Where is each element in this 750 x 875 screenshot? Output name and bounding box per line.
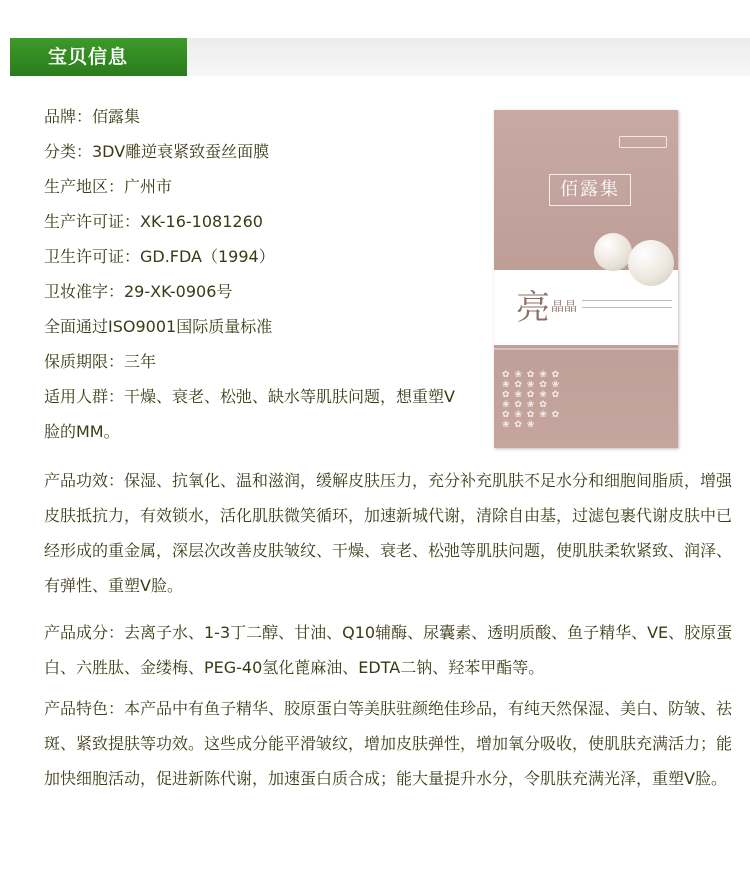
spec-target-users: 适用人群：干燥、衰老、松弛、缺水等肌肤问题，想重塑V — [44, 387, 455, 406]
spec-shelf-life: 保质期限：三年 — [44, 352, 157, 371]
spec-brand: 品牌：佰露集 — [44, 107, 141, 126]
spec-region: 生产地区：广州市 — [44, 177, 173, 196]
box-logo-text: 佰露集 — [560, 179, 620, 200]
box-brand-large: 亮 — [516, 288, 550, 328]
pearl-icon — [594, 233, 632, 271]
pearl-icon — [628, 240, 674, 286]
features-paragraph: 产品特色：本产品中有鱼子精华、胶原蛋白等美肤驻颜绝佳珍品，有纯天然保湿、美白、防皱、祛斑、紧致提肤等功效。这些成分能平滑皱纹，增加皮肤弹性，增加氧分吸收，使肌肤充满活力；能加快细胞活动，促进新陈代谢，加速蛋白质合成；能大量提升水分，令肌肤充满光泽，重塑V脸。 — [44, 699, 733, 788]
spec-target-users-cont: 脸的MM。 — [44, 422, 120, 441]
box-logo — [549, 174, 631, 206]
flower-pattern-icon: ✿ ❀ ✿ ❀ ✿ ❀ ✿ ❀ ✿ ❀ ✿ ❀ ✿ ❀ ✿ ❀ ✿ ❀ ✿ ✿ ❀ ✿ ❀ ✿ ❀ ✿ ❀ — [502, 370, 561, 430]
spec-iso: 全面通过ISO9001国际质量标准 — [44, 317, 273, 336]
spec-cosmetic-approval: 卫妆准字：29-XK-0906号 — [44, 282, 233, 301]
spec-production-license: 生产许可证：XK-16-1081260 — [44, 212, 263, 231]
product-box-image — [494, 110, 678, 448]
box-subtitle-line — [582, 300, 672, 308]
box-divider — [494, 348, 678, 360]
box-tag — [619, 136, 667, 148]
section-title: 宝贝信息 — [48, 46, 129, 68]
spec-hygiene-license: 卫生许可证：GD.FDA（1994） — [44, 247, 275, 266]
efficacy-paragraph: 产品功效：保湿、抗氧化、温和滋润，缓解皮肤压力，充分补充肌肤不足水分和细胞间脂质，增强皮肤抵抗力，有效锁水，活化肌肤微笑循环，加速新城代谢，清除自由基，过滤包裹代谢皮肤中已经形成的重金属，深层次改善皮肤皱纹、干燥、衰老、松弛等肌肤问题，使肌肤柔软紧致、润泽、有弹性、重塑V脸。 — [44, 471, 733, 595]
ingredients-paragraph: 产品成分：去离子水、1-3丁二醇、甘油、Q10辅酶、尿囊素、透明质酸、鱼子精华、VE、胶原蛋白、六胜肽、金缕梅、PEG-40氢化蓖麻油、EDTA二钠、羟苯甲酯等。 — [44, 623, 733, 677]
box-brand-small: 晶晶 — [551, 300, 578, 315]
spec-category: 分类：3DV雕逆衰紧致蚕丝面膜 — [44, 142, 270, 161]
